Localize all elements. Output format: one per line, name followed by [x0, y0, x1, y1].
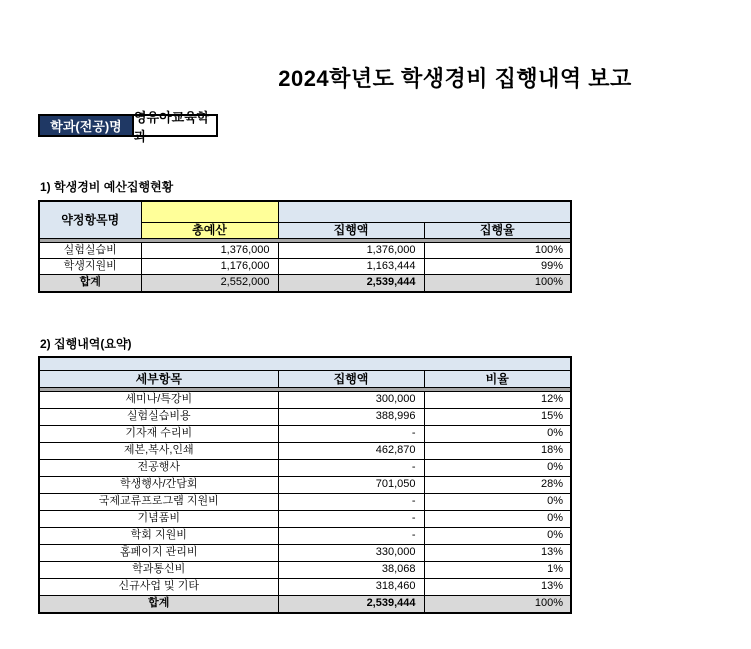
rate-cell: 100% [424, 242, 571, 258]
column-header: 비율 [424, 370, 571, 387]
ratio-cell: 0% [424, 425, 571, 442]
amount-cell: - [278, 493, 424, 510]
total-amount-cell: 2,539,444 [278, 595, 424, 613]
budget-summary-table [38, 200, 572, 293]
ratio-cell: 28% [424, 476, 571, 493]
rate-cell: 99% [424, 258, 571, 274]
empty-yellow-cell [141, 201, 278, 222]
item-name-cell: 기념품비 [39, 510, 278, 527]
total-label-cell: 합계 [39, 595, 278, 613]
table-row [39, 442, 571, 459]
page-title: 2024학년도 학생경비 집행내역 보고 [278, 66, 632, 91]
spent-cell: 1,163,444 [278, 258, 424, 274]
item-name-cell: 실험실습비 [39, 242, 141, 258]
column-header: 총예산 [141, 222, 278, 238]
column-header: 집행율 [424, 222, 571, 238]
total-spent-cell: 2,539,444 [278, 274, 424, 292]
execution-detail-table [38, 356, 572, 614]
item-name-cell: 학회 지원비 [39, 527, 278, 544]
table-row [39, 493, 571, 510]
row-header-cell: 약정항목명 [39, 201, 141, 238]
total-row [39, 595, 571, 613]
amount-cell: 300,000 [278, 391, 424, 408]
total-row [39, 274, 571, 292]
table-row [39, 242, 571, 258]
budget-cell: 1,176,000 [141, 258, 278, 274]
empty-blue-cell [278, 201, 571, 222]
table-row [39, 258, 571, 274]
department-name-box [38, 109, 218, 144]
table-header-row [39, 370, 571, 387]
column-header: 집행액 [278, 222, 424, 238]
table-row [39, 459, 571, 476]
item-name-cell: 국제교류프로그램 지원비 [39, 493, 278, 510]
item-name-cell: 세미나/특강비 [39, 391, 278, 408]
item-name-cell: 학생지원비 [39, 258, 141, 274]
item-name-cell: 신규사업 및 기타 [39, 578, 278, 595]
ratio-cell: 0% [424, 459, 571, 476]
ratio-cell: 13% [424, 578, 571, 595]
item-name-cell: 홈페이지 관리비 [39, 544, 278, 561]
empty-blue-cell [39, 357, 571, 370]
table-row [39, 561, 571, 578]
table-row [39, 476, 571, 493]
total-label-cell: 합계 [39, 274, 141, 292]
table-row [39, 391, 571, 408]
column-header: 세부항목 [39, 370, 278, 387]
table-row [39, 425, 571, 442]
total-rate-cell: 100% [424, 274, 571, 292]
table-row [39, 578, 571, 595]
amount-cell: 330,000 [278, 544, 424, 561]
item-name-cell: 실험실습비용 [39, 408, 278, 425]
total-budget-cell: 2,552,000 [141, 274, 278, 292]
ratio-cell: 18% [424, 442, 571, 459]
ratio-cell: 0% [424, 510, 571, 527]
budget-cell: 1,376,000 [141, 242, 278, 258]
total-ratio-cell: 100% [424, 595, 571, 613]
amount-cell: - [278, 459, 424, 476]
item-name-cell: 학생행사/간담회 [39, 476, 278, 493]
table-row [39, 527, 571, 544]
amount-cell: 388,996 [278, 408, 424, 425]
department-value: 영유아교육학과 [134, 114, 218, 137]
ratio-cell: 0% [424, 493, 571, 510]
ratio-cell: 15% [424, 408, 571, 425]
amount-cell: 701,050 [278, 476, 424, 493]
amount-cell: - [278, 425, 424, 442]
amount-cell: 38,068 [278, 561, 424, 578]
blue-band-row [39, 357, 571, 370]
spent-cell: 1,376,000 [278, 242, 424, 258]
amount-cell: 318,460 [278, 578, 424, 595]
amount-cell: - [278, 527, 424, 544]
amount-cell: 462,870 [278, 442, 424, 459]
table-row [39, 544, 571, 561]
item-name-cell: 기자재 수리비 [39, 425, 278, 442]
table-row [39, 408, 571, 425]
amount-cell: - [278, 510, 424, 527]
ratio-cell: 12% [424, 391, 571, 408]
table-header-row [39, 201, 571, 222]
item-name-cell: 전공행사 [39, 459, 278, 476]
department-label: 학과(전공)명 [38, 114, 134, 137]
section2-heading: 2) 집행내역(요약) [40, 337, 132, 351]
item-name-cell: 제본,복사,인쇄 [39, 442, 278, 459]
section1-heading: 1) 학생경비 예산집행현황 [40, 180, 174, 194]
column-header: 집행액 [278, 370, 424, 387]
ratio-cell: 1% [424, 561, 571, 578]
ratio-cell: 0% [424, 527, 571, 544]
ratio-cell: 13% [424, 544, 571, 561]
table-row [39, 510, 571, 527]
item-name-cell: 학과통신비 [39, 561, 278, 578]
